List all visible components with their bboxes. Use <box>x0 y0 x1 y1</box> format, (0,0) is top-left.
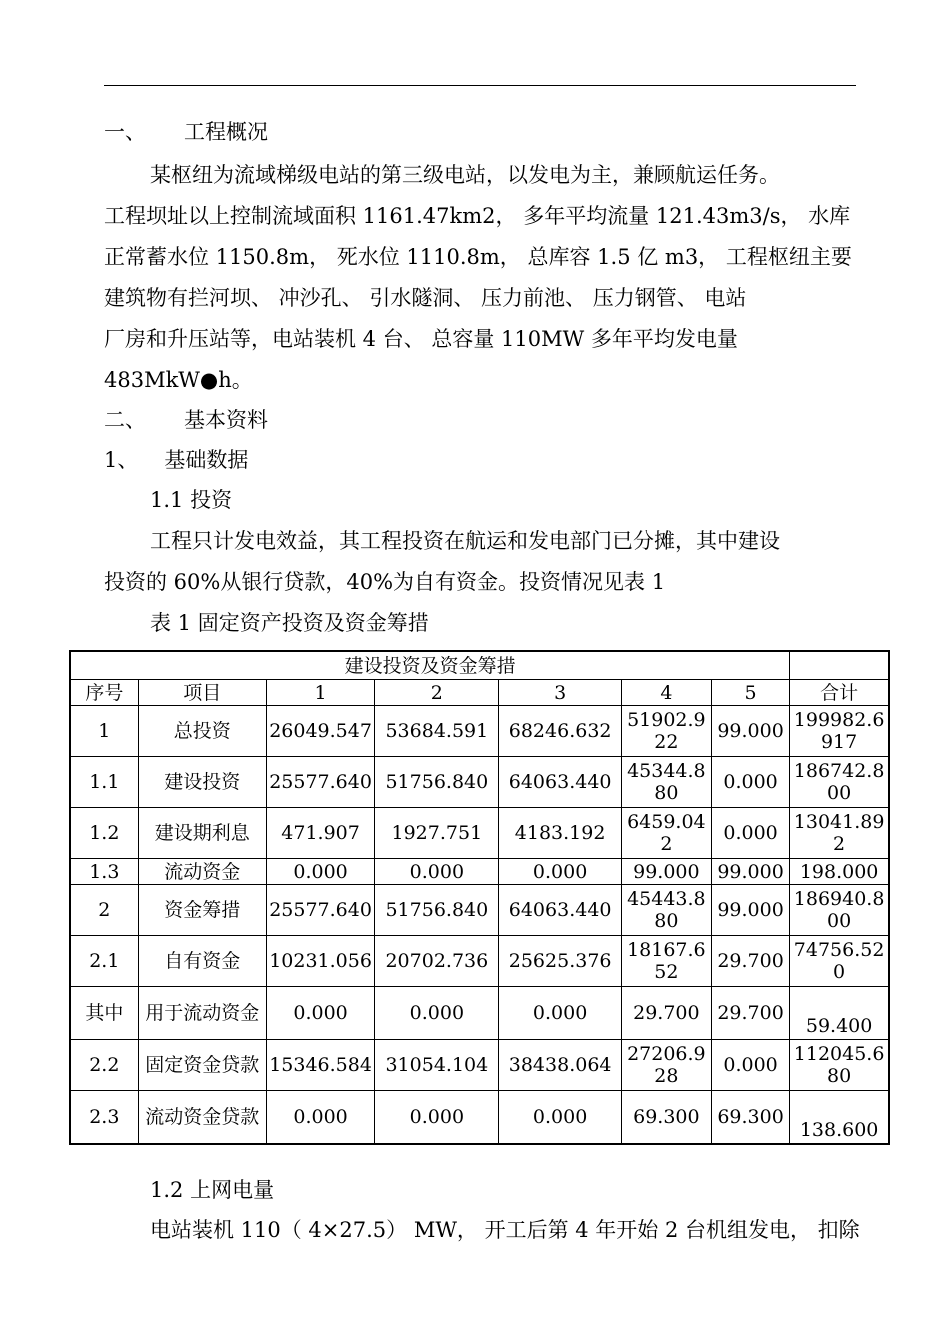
table-cell: 建设期利息 <box>138 808 266 859</box>
table-cell: 资金筹措 <box>138 885 266 936</box>
table-cell: 53684.591 <box>375 706 499 757</box>
table-row <box>70 808 889 859</box>
header-rule <box>104 85 856 86</box>
column-header: 1 <box>266 680 374 706</box>
table-cell: 26049.547 <box>266 706 374 757</box>
table-cell: 固定资金贷款 <box>138 1040 266 1091</box>
table-cell: 0.000 <box>266 859 374 885</box>
table-cell: 其中 <box>70 987 138 1040</box>
table-cell-empty <box>790 651 889 680</box>
table-row <box>70 757 889 808</box>
table-cell: 1 <box>70 706 138 757</box>
table-cell: 0.000 <box>499 987 621 1040</box>
table-cell: 69.300 <box>711 1091 789 1145</box>
subsection-heading-1-1: 1.1 投资 <box>150 488 233 512</box>
column-header: 5 <box>711 680 789 706</box>
table-cell: 13041.892 <box>790 808 889 859</box>
table-row <box>70 859 889 885</box>
section-heading-2 <box>104 406 268 434</box>
paragraph-line: 建筑物有拦河坝、 冲沙孔、 引水隧洞、 压力前池、 压力钢管、 电站 <box>104 286 747 310</box>
table-cell: 51756.840 <box>375 885 499 936</box>
table-cell: 138.600 <box>790 1091 889 1145</box>
paragraph-line: 某枢纽为流域梯级电站的第三级电站，以发电为主，兼顾航运任务。 <box>150 163 780 187</box>
table-cell: 29.700 <box>711 936 789 987</box>
subsection-heading-1 <box>104 446 248 474</box>
table-cell: 45344.880 <box>621 757 711 808</box>
table-cell: 0.000 <box>711 808 789 859</box>
table-cell: 99.000 <box>711 885 789 936</box>
table-cell: 112045.680 <box>790 1040 889 1091</box>
table-cell: 29.700 <box>711 987 789 1040</box>
table-cell: 1.2 <box>70 808 138 859</box>
table-cell: 4183.192 <box>499 808 621 859</box>
paragraph-line: 工程只计发电效益，其工程投资在航运和发电部门已分摊，其中建设 <box>150 529 780 553</box>
table-cell: 用于流动资金 <box>138 987 266 1040</box>
table-caption: 表 1 固定资产投资及资金筹措 <box>150 611 429 635</box>
subsection-title: 基础数据 <box>164 448 249 472</box>
table-cell: 0.000 <box>266 987 374 1040</box>
table-cell: 51756.840 <box>375 757 499 808</box>
investment-table <box>69 650 890 1145</box>
table-cell: 198.000 <box>790 859 889 885</box>
section-number: 一、 <box>104 120 146 144</box>
table-group-header: 建设投资及资金筹措 <box>70 651 790 680</box>
table-cell: 1.1 <box>70 757 138 808</box>
table-cell: 25625.376 <box>499 936 621 987</box>
table-cell: 总投资 <box>138 706 266 757</box>
table-cell: 2 <box>70 885 138 936</box>
table-cell: 2.1 <box>70 936 138 987</box>
paragraph-line: 电站装机 110（ 4×27.5） MW， 开工后第 4 年开始 2 台机组发电， 扣除 <box>150 1218 860 1242</box>
table-cell: 0.000 <box>375 987 499 1040</box>
table-cell: 建设投资 <box>138 757 266 808</box>
paragraph-line: 厂房和升压站等，电站装机 4 台、 总容量 110MW 多年平均发电量 <box>104 327 738 351</box>
table-cell: 1.3 <box>70 859 138 885</box>
table-cell: 99.000 <box>711 706 789 757</box>
table-row <box>70 885 889 936</box>
table-cell: 10231.056 <box>266 936 374 987</box>
section-heading-1 <box>104 118 268 146</box>
table-cell: 0.000 <box>499 1091 621 1145</box>
table-cell: 流动资金 <box>138 859 266 885</box>
column-header: 4 <box>621 680 711 706</box>
column-header: 3 <box>499 680 621 706</box>
table-cell: 0.000 <box>266 1091 374 1145</box>
table-cell: 74756.520 <box>790 936 889 987</box>
table-cell: 38438.064 <box>499 1040 621 1091</box>
table-row <box>70 1091 889 1145</box>
column-header: 项目 <box>138 680 266 706</box>
table-cell: 0.000 <box>711 757 789 808</box>
table-cell: 0.000 <box>711 1040 789 1091</box>
paragraph-line: 投资的 60%从银行贷款，40%为自有资金。投资情况见表 1 <box>104 570 666 594</box>
table-cell: 59.400 <box>790 987 889 1040</box>
paragraph-line: 正常蓄水位 1150.8m， 死水位 1110.8m， 总库容 1.5 亿 m3， 工程枢纽主要 <box>104 245 852 269</box>
table-cell: 27206.928 <box>621 1040 711 1091</box>
table-cell: 2.3 <box>70 1091 138 1145</box>
table-group-header-row <box>70 651 889 680</box>
table-cell: 6459.042 <box>621 808 711 859</box>
table-cell: 0.000 <box>375 859 499 885</box>
table-row <box>70 936 889 987</box>
paragraph-line: 483MkW●h。 <box>104 368 253 392</box>
table-cell: 64063.440 <box>499 885 621 936</box>
table-cell: 471.907 <box>266 808 374 859</box>
table-cell: 99.000 <box>621 859 711 885</box>
table-cell: 0.000 <box>375 1091 499 1145</box>
table-cell: 99.000 <box>711 859 789 885</box>
table-cell: 25577.640 <box>266 885 374 936</box>
section-title: 工程概况 <box>184 120 268 144</box>
column-header: 序号 <box>70 680 138 706</box>
table-cell: 45443.880 <box>621 885 711 936</box>
table-cell: 68246.632 <box>499 706 621 757</box>
table-cell: 0.000 <box>499 859 621 885</box>
table-cell: 186940.800 <box>790 885 889 936</box>
table-cell: 18167.652 <box>621 936 711 987</box>
subsection-number: 1、 <box>104 448 139 472</box>
table-cell: 186742.800 <box>790 757 889 808</box>
table-row <box>70 706 889 757</box>
table-row <box>70 987 889 1040</box>
table-cell: 15346.584 <box>266 1040 374 1091</box>
paragraph-line: 工程坝址以上控制流域面积 1161.47km2， 多年平均流量 121.43m3/s， 水库 <box>104 204 851 228</box>
section-title: 基本资料 <box>184 408 268 432</box>
table-cell: 20702.736 <box>375 936 499 987</box>
table-cell: 51902.922 <box>621 706 711 757</box>
table-cell: 25577.640 <box>266 757 374 808</box>
table-cell: 29.700 <box>621 987 711 1040</box>
table-cell: 2.2 <box>70 1040 138 1091</box>
table-row <box>70 1040 889 1091</box>
table-cell: 流动资金贷款 <box>138 1091 266 1145</box>
column-header: 合计 <box>790 680 889 706</box>
table-cell: 64063.440 <box>499 757 621 808</box>
column-header: 2 <box>375 680 499 706</box>
subsection-heading-1-2: 1.2 上网电量 <box>150 1178 275 1202</box>
section-number: 二、 <box>104 408 146 432</box>
table-cell: 199982.6917 <box>790 706 889 757</box>
table-cell: 1927.751 <box>375 808 499 859</box>
table-header-row <box>70 680 889 706</box>
table-cell: 69.300 <box>621 1091 711 1145</box>
table-cell: 自有资金 <box>138 936 266 987</box>
table-cell: 31054.104 <box>375 1040 499 1091</box>
